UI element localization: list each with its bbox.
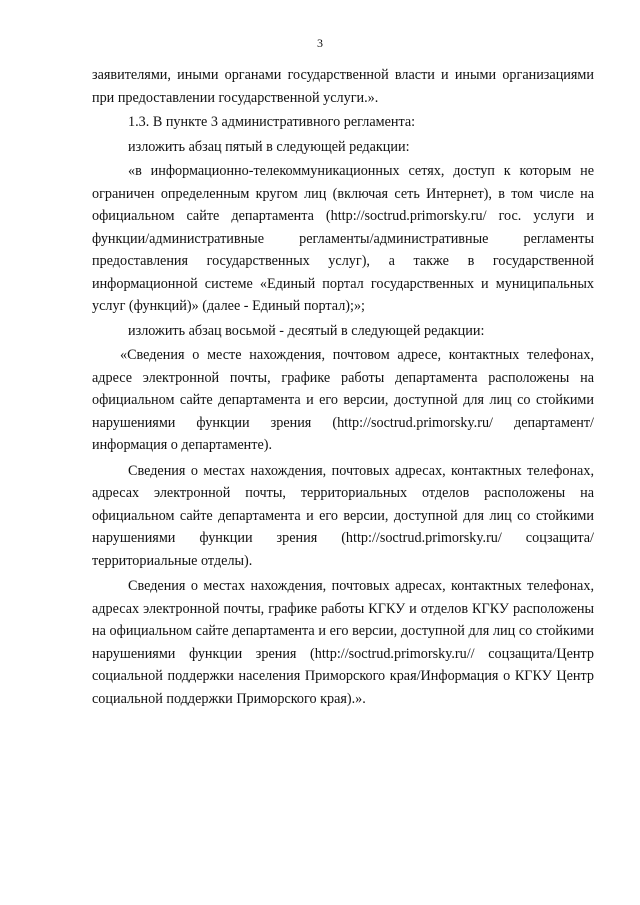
paragraph-instruction-eighth-tenth: изложить абзац восьмой - десятый в следующей редакции: xyxy=(128,322,485,339)
paragraph-instruction-fifth: изложить абзац пятый в следующей редакции: xyxy=(128,138,410,155)
page-number: 3 xyxy=(317,36,323,50)
paragraph-clause-1-3: 1.3. В пункте 3 административного регламента: xyxy=(128,114,416,130)
paragraph-quoted-fifth: «в информационно-телекоммуникационных сетях, доступ к которым не ограничен определенным кругом лиц (включая сеть Интернет), в том числе на официальном сайте департамента (http://soctrud.primorsky.ru/ гос. услуги и функции/административные регламенты/административные регламенты предоставления государственных услуг), а также в государственной информационной системе «Единый портал государственных и муниципальных услуг (функций)» (далее - Единый портал);»; xyxy=(92,163,594,314)
paragraph-continuation: заявителями, иными органами государственной власти и иными организациями при предоставлении государственной услуги.». xyxy=(92,67,594,106)
paragraph-kgku-info: Сведения о местах нахождения, почтовых адресах, контактных телефонах, адресах электронной почты, графике работы КГКУ и отделов КГКУ расположены на официальном сайте департамента и его версии, доступной для лиц со стойкими нарушениями функции зрения (http://soctrud.primorsky.ru// соцзащита/Центр социальной поддержки населения Приморского края/Информация о КГКУ Центр социальной поддержки Приморского края).». xyxy=(92,578,594,707)
document-body xyxy=(92,64,594,710)
paragraph-department-info: «Сведения о месте нахождения, почтовом адресе, контактных телефонах, адресе электронной почты, графике работы департамента расположены на официальном сайте департамента и его версии, доступной для лиц со стойкими нарушениями функции зрения (http://soctrud.primorsky.ru/ департамент/информация о департаменте). xyxy=(92,347,594,453)
paragraph-territorial-offices: Сведения о местах нахождения, почтовых адресах, контактных телефонах, адресах электронной почты, территориальных отделов расположены на официальном сайте департамента и его версии, доступной для лиц со стойкими нарушениями функции зрения (http://soctrud.primorsky.ru/ соцзащита/территориальные отделы). xyxy=(92,462,594,569)
